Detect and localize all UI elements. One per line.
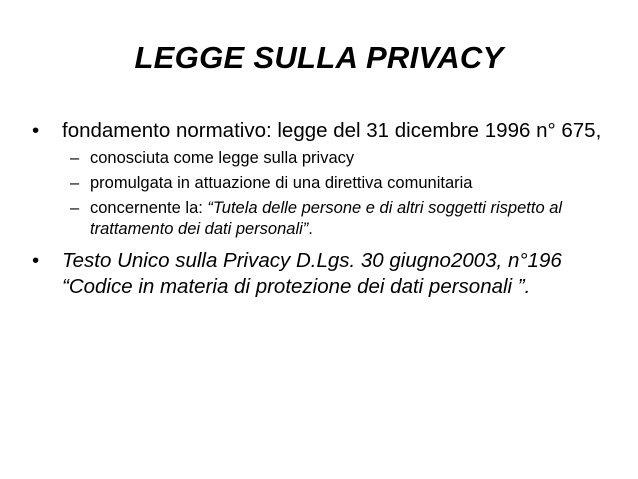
sub-bullet-prefix: concernente la: <box>90 199 208 217</box>
bullet-icon: • <box>32 119 40 142</box>
sub-bullet-text: conosciuta come legge sulla privacy <box>90 149 355 167</box>
dash-icon: – <box>70 199 80 217</box>
sub-bullet-quote: “Tutela delle persone e di altri soggetti rispetto al trattamento dei dati personali” <box>90 199 563 238</box>
bullet-text: Testo Unico sulla Privacy D.Lgs. 30 giugno2003, n°196 “Codice in materia di protezione dei dati personali ”. <box>62 249 562 298</box>
sub-bullet-item <box>32 198 617 240</box>
dash-icon: – <box>70 149 80 167</box>
sub-bullet-item <box>32 173 617 194</box>
bullet-icon: • <box>32 249 40 272</box>
bullet-text: fondamento normativo: legge del 31 dicembre 1996 n° 675, <box>62 119 602 142</box>
bullet-item <box>32 248 617 300</box>
sub-bullet-suffix: . <box>308 220 313 238</box>
bullet-item <box>32 118 617 144</box>
sub-bullet-item <box>32 148 617 169</box>
dash-icon: – <box>70 174 80 192</box>
sub-bullet-text: promulgata in attuazione di una direttiva comunitaria <box>90 174 473 192</box>
slide-title: LEGGE SULLA PRIVACY <box>134 40 504 75</box>
slide-body <box>32 118 617 304</box>
